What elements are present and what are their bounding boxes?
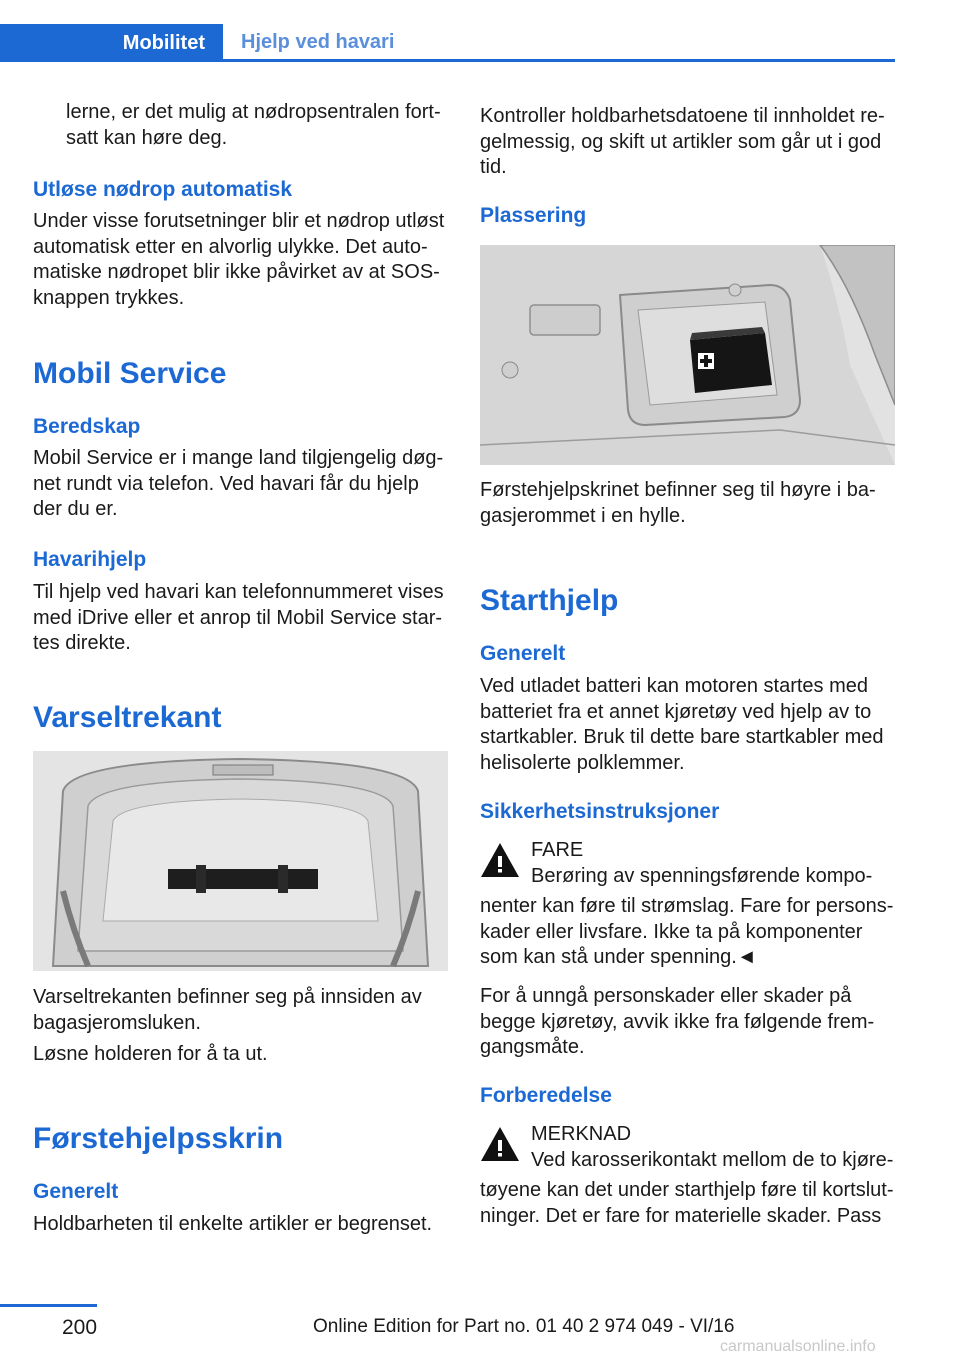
- warning-merknad-text: tøyene kan det under starthjelp føre til kortslut-ninger. Det er fare for materielle skader. Pass: [480, 1179, 894, 1227]
- paragraph-generelt-right: Ved utladet batteri kan motoren startes med batteriet fra et annet kjøretøy ved hjelp av to startkabler. Bruk til dette bare startkabler med helisolerte polklemmer.: [480, 675, 884, 774]
- heading-generelt-right: Generelt: [480, 642, 566, 665]
- warning-fare-label: FARE: [531, 839, 584, 861]
- heading-utlose-nodrop: Utløse nødrop automatisk: [33, 178, 293, 201]
- heading-plassering: Plassering: [480, 204, 587, 227]
- warning-fare-text: nenter kan føre til strømslag. Fare for persons-kader eller livsfare. Ikke ta på komponenter som kan stå under spenning.◄: [480, 895, 894, 968]
- warning-merknad-label: MERKNAD: [531, 1123, 632, 1145]
- heading-sikkerhetsinstruksjoner: Sikkerhetsinstruksjoner: [480, 800, 720, 823]
- heading-havarihjelp: Havarihjelp: [33, 548, 147, 571]
- warning-merknad-first-line: Ved karosserikontakt mellom de to kjøre-: [531, 1149, 894, 1171]
- watermark: carmanualsonline.info: [720, 1338, 876, 1355]
- heading-forberedelse: Forberedelse: [480, 1084, 612, 1107]
- paragraph-continued: lerne, er det mulig at nødropsentralen fort- satt kan høre deg.: [66, 101, 441, 149]
- heading-mobil-service: Mobil Service: [33, 357, 227, 390]
- header-rule: [0, 59, 895, 62]
- heading-starthjelp: Starthjelp: [480, 584, 619, 617]
- tab-mobilitet[interactable]: Mobilitet: [0, 24, 223, 62]
- paragraph-plassering: Førstehjelpskrinet befinner seg til høyre i ba-gasjerommet i en hylle.: [480, 479, 876, 527]
- tab-hjelp-ved-havari[interactable]: Hjelp ved havari: [241, 30, 395, 53]
- warning-triangle-icon: [480, 842, 520, 878]
- paragraph-utlose-nodrop: Under visse forutsetninger blir et nødrop utløst automatisk etter en alvorlig ulykke. Det auto-matiske nødropet blir ikke påvirket av at SOS-knappen trykkes.: [33, 210, 445, 309]
- footer-edition: Online Edition for Part no. 01 40 2 974 049 - VI/16: [313, 1316, 735, 1337]
- paragraph-kontroller: Kontroller holdbarhetsdatoene til innholdet re-gelmessig, og skift ut artikler som går ut i god tid.: [480, 105, 885, 178]
- heading-varseltrekant: Varseltrekant: [33, 701, 222, 734]
- page-number: 200: [62, 1316, 98, 1339]
- figure-trunk-lid-warning-triangle: [33, 751, 448, 971]
- warning-fare-first-line: Berøring av spenningsførende kompo-: [531, 865, 873, 887]
- paragraph-generelt-left: Holdbarheten til enkelte artikler er begrenset.: [33, 1213, 433, 1235]
- paragraph-havarihjelp: Til hjelp ved havari kan telefonnummeret vises med iDrive eller et anrop til Mobil Service star-tes direkte.: [33, 581, 444, 654]
- footer-rule: [0, 1304, 97, 1307]
- paragraph-unnga-skader: For å unngå personskader eller skader på begge kjøretøy, avvik ikke fra følgende frem-gangsmåte.: [480, 985, 875, 1058]
- heading-beredskap: Beredskap: [33, 415, 141, 438]
- warning-triangle-icon: [480, 1126, 520, 1162]
- paragraph-beredskap: Mobil Service er i mange land tilgjengelig døg-net rundt via telefon. Ved havari får du hjelp der du er.: [33, 447, 444, 520]
- heading-generelt-left: Generelt: [33, 1180, 119, 1203]
- figure-first-aid-kit-location: [480, 245, 895, 465]
- paragraph-varseltrekant-location: Varseltrekanten befinner seg på innsiden av bagasjeromsluken.: [33, 986, 422, 1034]
- header-tab-bar: [0, 0, 895, 62]
- heading-forstehjelpsskrin: Førstehjelpsskrin: [33, 1122, 284, 1155]
- paragraph-varseltrekant-remove: Løsne holderen for å ta ut.: [33, 1043, 268, 1065]
